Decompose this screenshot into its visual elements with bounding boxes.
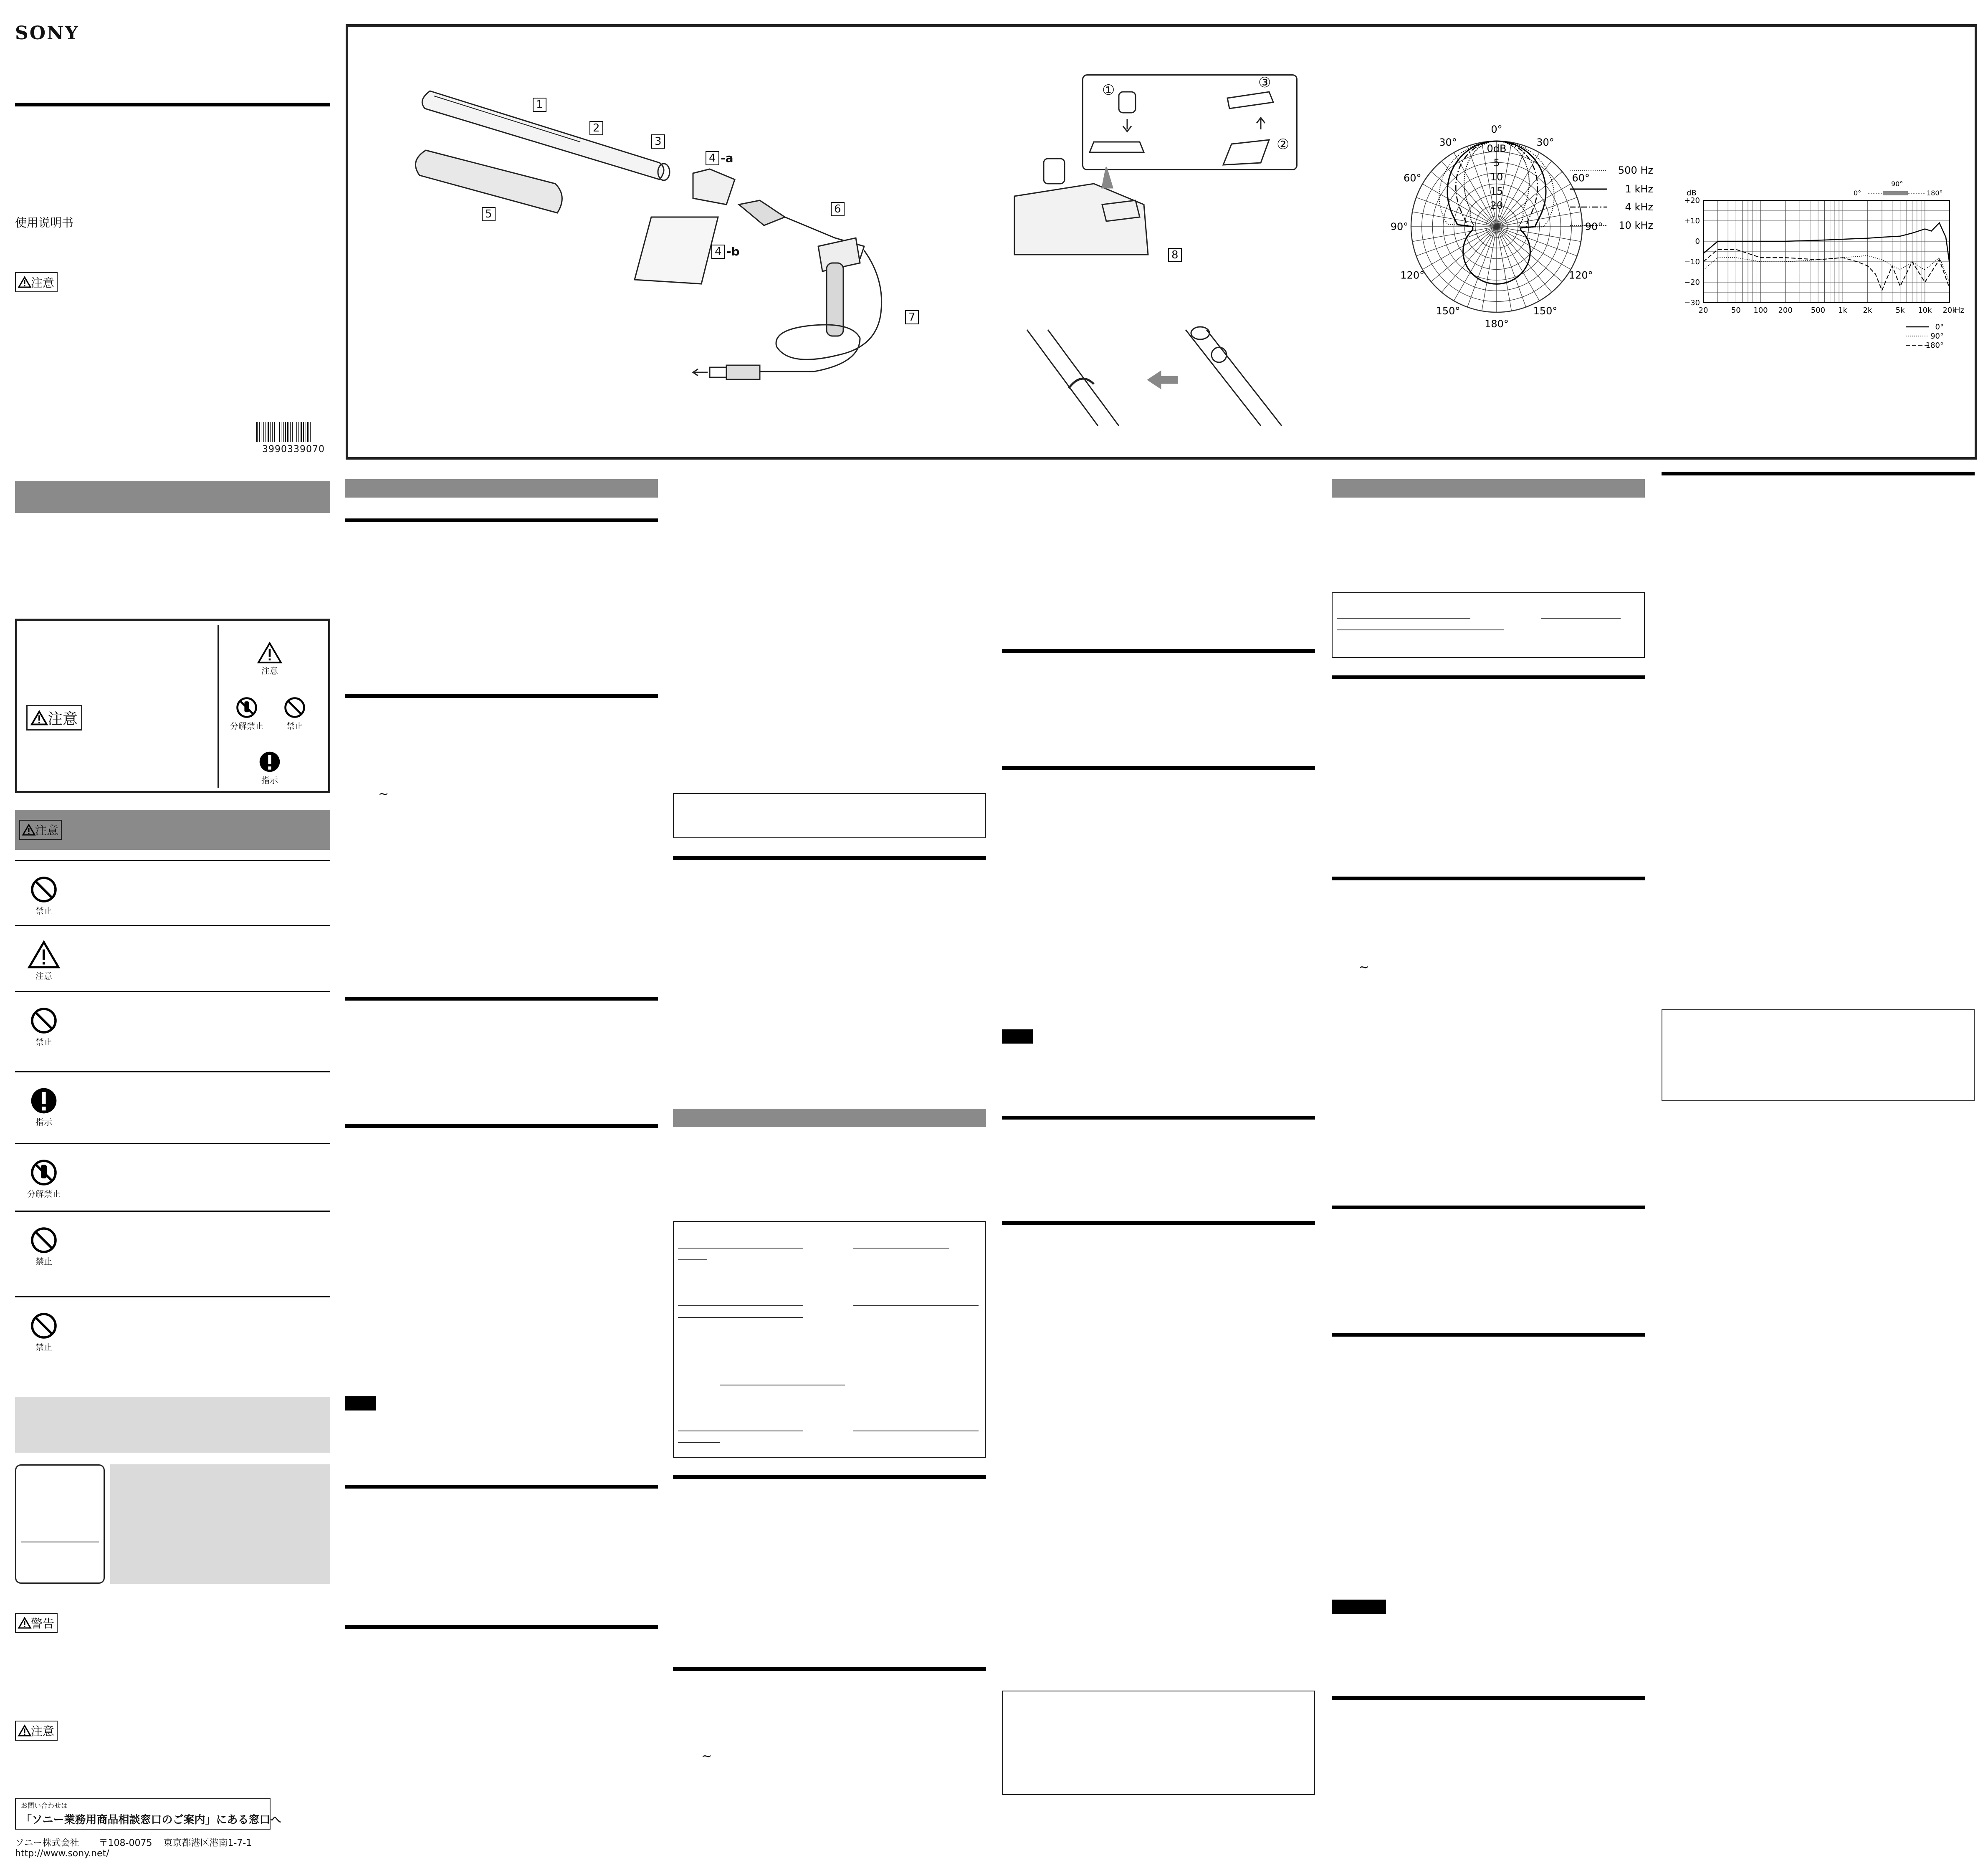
col3-spec-table [673, 1221, 986, 1458]
barcode-number: 3990339070 [262, 444, 325, 455]
manual-label: 使用说明书 [15, 216, 74, 230]
step-number-1: ① [1102, 82, 1115, 99]
polar-legend-label: 4 kHz [1625, 201, 1653, 213]
freq-y-tick: −10 [1684, 258, 1700, 266]
freq-y-tick: −30 [1684, 298, 1700, 307]
polar-angle-label: 150° [1436, 305, 1460, 317]
freq-x-tick: 50 [1731, 306, 1741, 315]
freq-x-unit: Hz [1955, 306, 1964, 315]
col6-rule-1 [1662, 472, 1975, 475]
attachment-steps-diagram [1010, 79, 1311, 430]
wave-mark: ~ [378, 787, 389, 801]
freq-legend-label: 90° [1930, 332, 1944, 341]
part-label-1: 1 [533, 98, 546, 112]
part-label-4: 4 [706, 151, 719, 165]
warning-row-symbol [17, 875, 71, 916]
warning-row-label: 分解禁止 [27, 1189, 61, 1199]
freq-legend-label: 0° [1935, 323, 1944, 331]
part-label-2: 2 [589, 121, 603, 135]
no-disassembly-icon [29, 1158, 58, 1187]
col3-band [673, 1109, 986, 1127]
freq-y-tick: −20 [1684, 278, 1700, 287]
polar-ring-label: 20 [1490, 200, 1503, 211]
contact-main: 「ソニー業務用商品相談窓口のご案内」にある窓口へ [21, 1814, 281, 1826]
freq-inset-label: 90° [1891, 180, 1903, 188]
caution-label-large: 注意 [26, 705, 82, 731]
col3-rule-1 [673, 856, 986, 860]
warning-triangle-icon [18, 1617, 31, 1629]
freq-x-tick: 200 [1778, 306, 1793, 315]
warning-triangle-icon [28, 940, 60, 969]
freq-x-tick: 2k [1863, 306, 1872, 315]
legend-instruction: 指示 [251, 750, 288, 786]
polar-angle-label: 30° [1536, 136, 1554, 149]
freq-ylabel: dB [1687, 189, 1697, 197]
symbol-legend-box [15, 619, 330, 793]
postal-code: 〒108-0075 [99, 1838, 152, 1848]
freq-y-tick: 0 [1695, 237, 1700, 246]
freq-x-tick: 5k [1895, 306, 1905, 315]
col5-rule-1 [1332, 675, 1645, 679]
warning-row-divider [15, 860, 330, 861]
col5-rule-2 [1332, 877, 1645, 880]
title-rule [15, 103, 330, 106]
warning-row-symbol [17, 1006, 71, 1047]
col3-rule-3 [673, 1667, 986, 1671]
col5-box-1 [1332, 592, 1645, 658]
warning-label: 警告 [15, 1613, 58, 1633]
col5-rule-5 [1332, 1696, 1645, 1700]
prohibited-icon [29, 875, 58, 904]
brand-logo: SONY [15, 23, 79, 44]
freq-x-tick: 20 [1698, 306, 1708, 315]
col5-note-tag [1332, 1600, 1386, 1614]
freq-x-tick: 100 [1753, 306, 1768, 315]
polar-ring-label: 0dB [1487, 143, 1507, 154]
step-number-3: ③ [1258, 74, 1271, 91]
freq-inset-label: 0° [1854, 189, 1862, 197]
warning-row-symbol [17, 1158, 71, 1199]
warning-row-label: 指示 [35, 1117, 52, 1127]
exclamation-icon [258, 750, 281, 773]
rounded-note-box [15, 1464, 105, 1584]
freq-series-line [1703, 223, 1950, 264]
warning-triangle-icon [18, 276, 31, 288]
warning-row-label: 禁止 [35, 1256, 52, 1266]
wave-mark-3: ~ [1358, 960, 1369, 975]
freq-x-tick: 10k [1918, 306, 1932, 315]
freq-y-tick: +20 [1684, 196, 1700, 205]
col4-rule-2 [1002, 766, 1315, 770]
contact-box [15, 1798, 281, 1830]
warning-row-label: 禁止 [35, 1037, 52, 1047]
freq-x-tick: 500 [1811, 306, 1826, 315]
wave-mark-2: ~ [701, 1749, 712, 1764]
col5-band [1332, 479, 1645, 498]
polar-legend-label: 500 Hz [1618, 164, 1653, 176]
part-label-4: 4 [711, 245, 725, 259]
col2-rule-2 [345, 694, 658, 698]
warning-triangle-icon [257, 642, 282, 664]
polar-angle-label: 150° [1533, 305, 1558, 317]
barcode [256, 422, 330, 442]
polar-legend-label: 1 kHz [1625, 183, 1653, 195]
col4-rule-1 [1002, 649, 1315, 653]
polar-angle-label: 120° [1568, 269, 1593, 281]
polar-angle-label: 60° [1403, 172, 1421, 184]
warning-row-divider [15, 1296, 330, 1297]
polar-ring-label: 10 [1490, 171, 1503, 183]
polar-ring-label: 15 [1490, 185, 1503, 197]
caution-label-bottom: 注意 [15, 1721, 58, 1741]
part-label-5: 5 [482, 207, 496, 221]
company-name: ソニー株式会社 [15, 1838, 79, 1848]
polar-angle-label: 90° [1585, 221, 1603, 233]
col2-rule-4 [345, 1124, 658, 1128]
col4-rule-3 [1002, 1116, 1315, 1120]
freq-series-line [1703, 255, 1950, 282]
polar-legend-label: 10 kHz [1619, 220, 1653, 231]
warning-row-symbol [17, 940, 71, 981]
warning-row-divider [15, 1211, 330, 1212]
col4-rule-4 [1002, 1221, 1315, 1225]
freq-x-tick: 20k [1942, 306, 1957, 315]
gray-note-box [15, 1397, 330, 1453]
freq-grid [1703, 200, 1950, 303]
warning-triangle-icon [18, 1725, 31, 1737]
warning-row-symbol [17, 1311, 71, 1352]
col2-note-tag [345, 1396, 376, 1410]
col2-rule-5 [345, 1485, 658, 1489]
prohibited-icon [283, 696, 306, 719]
polar-angle-label: 30° [1439, 136, 1457, 149]
contact-small: お問い合わせは [21, 1802, 68, 1810]
prohibited-icon [29, 1311, 58, 1340]
part-label-4a-suffix: -a [721, 151, 733, 165]
col2-band [345, 479, 658, 498]
col2-rule-1 [345, 518, 658, 522]
freq-inset-label: 180° [1927, 189, 1943, 197]
warning-row-symbol [17, 1226, 71, 1267]
freq-series-line [1703, 250, 1950, 291]
polar-angle-label: 0° [1491, 124, 1502, 135]
warning-row-divider [15, 991, 330, 992]
caution-label-top: 注意 [15, 272, 58, 292]
sony-url[interactable]: http://www.sony.net/ [15, 1848, 109, 1859]
contact-address [15, 1836, 252, 1849]
part-label-4b-suffix: -b [726, 245, 740, 258]
warning-triangle-icon [31, 710, 48, 725]
caution-label-band: 注意 [19, 820, 62, 840]
col4-note-tag [1002, 1029, 1033, 1044]
polar-angle-label: 90° [1390, 221, 1409, 233]
no-disassembly-icon [235, 696, 258, 719]
legend-caution: 注意 [251, 642, 288, 676]
legend-divider [218, 625, 219, 788]
polar-ring-label: 5 [1493, 157, 1500, 169]
frequency-response-chart [1678, 175, 1979, 355]
freq-x-tick: 1k [1838, 306, 1848, 315]
prohibited-icon [29, 1006, 58, 1035]
warning-row-label: 禁止 [35, 1342, 52, 1352]
warning-row-divider [15, 1143, 330, 1144]
legend-no-disassembly: 分解禁止 [226, 696, 268, 731]
step-number-2: ② [1277, 136, 1290, 153]
warning-row-symbol [17, 1086, 71, 1127]
polar-angle-label: 60° [1572, 172, 1590, 184]
warning-row-divider [15, 1071, 330, 1072]
col5-rule-3 [1332, 1206, 1645, 1209]
address: 東京都港区港南1-7-1 [163, 1838, 252, 1848]
section-band-1 [15, 481, 330, 513]
warning-row-label: 注意 [35, 971, 52, 981]
part-label-6: 6 [831, 202, 845, 216]
part-label-7: 7 [905, 310, 919, 324]
polar-pattern-chart [1386, 124, 1678, 358]
section-band-caution [15, 810, 330, 850]
polar-angle-label: 180° [1485, 318, 1509, 330]
exclamation-icon [29, 1086, 58, 1115]
col2-rule-6 [345, 1625, 658, 1629]
freq-y-tick: +10 [1684, 217, 1700, 225]
legend-prohibited: 禁止 [276, 696, 314, 731]
col2-rule-3 [345, 997, 658, 1001]
warning-row-label: 禁止 [35, 906, 52, 916]
prohibited-icon [29, 1226, 58, 1255]
gray-note-box-2 [110, 1464, 330, 1584]
col4-box [1002, 1691, 1315, 1795]
col6-box [1662, 1009, 1975, 1101]
part-label-8: 8 [1168, 248, 1182, 262]
col3-box-1 [673, 793, 986, 838]
warning-row-divider [15, 925, 330, 926]
warning-triangle-icon [23, 824, 35, 836]
col5-rule-4 [1332, 1333, 1645, 1337]
polar-angle-label: 120° [1400, 269, 1425, 281]
freq-legend-label: 180° [1925, 341, 1944, 350]
part-label-3: 3 [651, 134, 665, 149]
col3-rule-2 [673, 1475, 986, 1479]
